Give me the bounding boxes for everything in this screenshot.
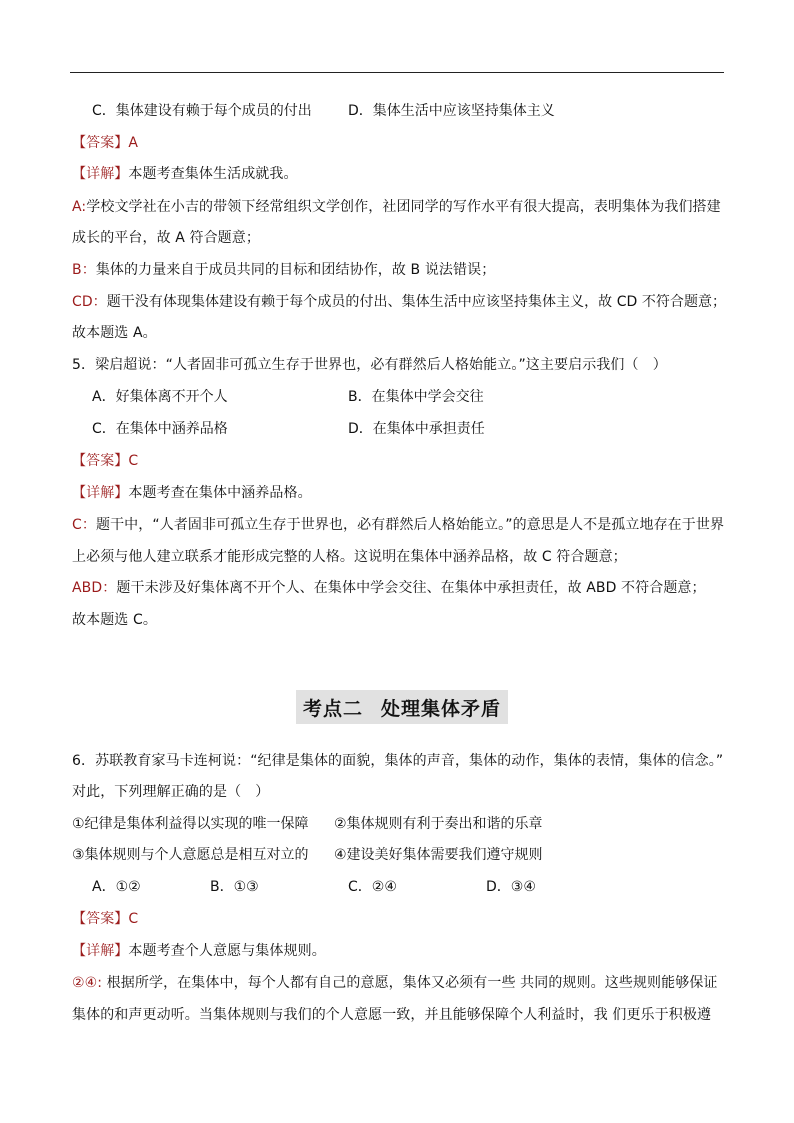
section-title: 处理集体矛盾: [381, 697, 502, 720]
analysis-text: 根据所学，在集体中，每个人都有自己的意愿，集体又必须有一些 共同的规则。这些规则能够保证: [102, 975, 718, 991]
answer-value: C: [128, 911, 139, 927]
q6-choice-d: D．③④: [486, 879, 536, 895]
analysis-text: 题干未涉及好集体离不开个人、在集体中学会交往、在集体中承担责任，故 ABD 不符合题意；: [116, 580, 706, 596]
q5-option-a: A．好集体离不开个人: [92, 389, 228, 405]
q4-option-d: D．集体生活中应该坚持集体主义: [348, 103, 555, 119]
q5-option-b: B．在集体中学会交往: [348, 389, 484, 405]
answer-value: A: [128, 135, 139, 151]
q5-option-d: D．在集体中承担责任: [348, 421, 485, 437]
detail-text: 本题考查个人意愿与集体规则。: [128, 943, 326, 959]
q4-analysis-b: [72, 260, 495, 280]
detail-tag: 【详解】: [72, 485, 129, 501]
analysis-prefix: C：: [72, 517, 96, 533]
q6-analysis-line-2: 集体的和声更动听。当集体规则与我们的个人意愿一致，并且能够保障个人利益时，我 们更乐于积极遵: [72, 1007, 712, 1023]
q6-choice-c: C．②④: [348, 879, 397, 895]
q6-answer: [72, 909, 138, 929]
analysis-text: 题干中，“人者固非可孤立生存于世界也，必有群然后人格始能立。”的意思是人不是孤立地存在于世界: [95, 517, 725, 533]
q4-detail: [72, 164, 298, 184]
analysis-prefix: B：: [72, 262, 96, 278]
analysis-prefix: ②④:: [72, 975, 103, 991]
q5-analysis-c-line-1: [72, 515, 724, 535]
analysis-text: 学校文学社在小吉的带领下经常组织文学创作，社团同学的写作水平有很大提高，表明集体为我们搭建: [86, 199, 721, 215]
q6-item-4: ④建设美好集体需要我们遵守规则: [334, 847, 543, 863]
section-heading-text: [303, 694, 501, 721]
q6-detail: [72, 941, 326, 961]
detail-text: 本题考查集体生活成就我。: [128, 166, 298, 182]
q4-analysis-cd: [72, 292, 726, 312]
q6-stem-line-1: 6．苏联教育家马卡连柯说：“纪律是集体的面貌，集体的声音，集体的动作，集体的表情，集体的信念。”: [72, 753, 724, 769]
q5-answer: [72, 451, 138, 471]
answer-tag: 【答案】: [72, 453, 129, 469]
answer-tag: 【答案】: [72, 135, 129, 151]
q4-option-c: C．集体建设有赖于每个成员的付出: [92, 103, 312, 119]
answer-value: C: [128, 453, 139, 469]
q5-detail: [72, 483, 312, 503]
analysis-prefix: CD：: [72, 294, 107, 310]
detail-tag: 【详解】: [72, 943, 129, 959]
header-rule: [70, 72, 724, 73]
q4-analysis-a-line-2: 成长的平台，故 A 符合题意；: [72, 230, 260, 246]
answer-tag: 【答案】: [72, 911, 129, 927]
q5-option-c: C．在集体中涵养品格: [92, 421, 228, 437]
q6-item-3: ③集体规则与个人意愿总是相互对立的: [72, 847, 309, 863]
q5-conclusion: 故本题选 C。: [72, 612, 157, 628]
analysis-prefix: ABD：: [72, 580, 117, 596]
section-label: 考点二: [302, 697, 363, 720]
analysis-prefix: A:: [72, 199, 87, 215]
q5-stem: 5．梁启超说：“人者固非可孤立生存于世界也，必有群然后人格始能立。”这主要启示我们（ ）: [72, 357, 667, 373]
q4-answer: [72, 133, 138, 153]
q5-analysis-abd: [72, 578, 706, 598]
q6-analysis-line-1: [72, 973, 718, 993]
q6-item-2: ②集体规则有利于奏出和谐的乐章: [334, 816, 543, 832]
q6-choice-a: A．①②: [92, 879, 141, 895]
section-heading: [296, 690, 508, 724]
q6-stem-line-2: 对此，下列理解正确的是（ ）: [72, 784, 270, 800]
detail-tag: 【详解】: [72, 166, 129, 182]
q4-analysis-a-line-1: [72, 197, 721, 217]
analysis-text: 集体的力量来自于成员共同的目标和团结协作，故 B 说法错误；: [95, 262, 496, 278]
q4-conclusion: 故本题选 A。: [72, 325, 157, 341]
q6-choice-b: B．①③: [210, 879, 259, 895]
q5-analysis-c-line-2: 上必须与他人建立联系才能形成完整的人格。这说明在集体中涵养品格，故 C 符合题意；: [72, 549, 627, 565]
q6-item-1: ①纪律是集体利益得以实现的唯一保障: [72, 816, 309, 832]
detail-text: 本题考查在集体中涵养品格。: [128, 485, 312, 501]
analysis-text: 题干没有体现集体建设有赖于每个成员的付出、集体生活中应该坚持集体主义，故 CD 不符合题意；: [106, 294, 727, 310]
